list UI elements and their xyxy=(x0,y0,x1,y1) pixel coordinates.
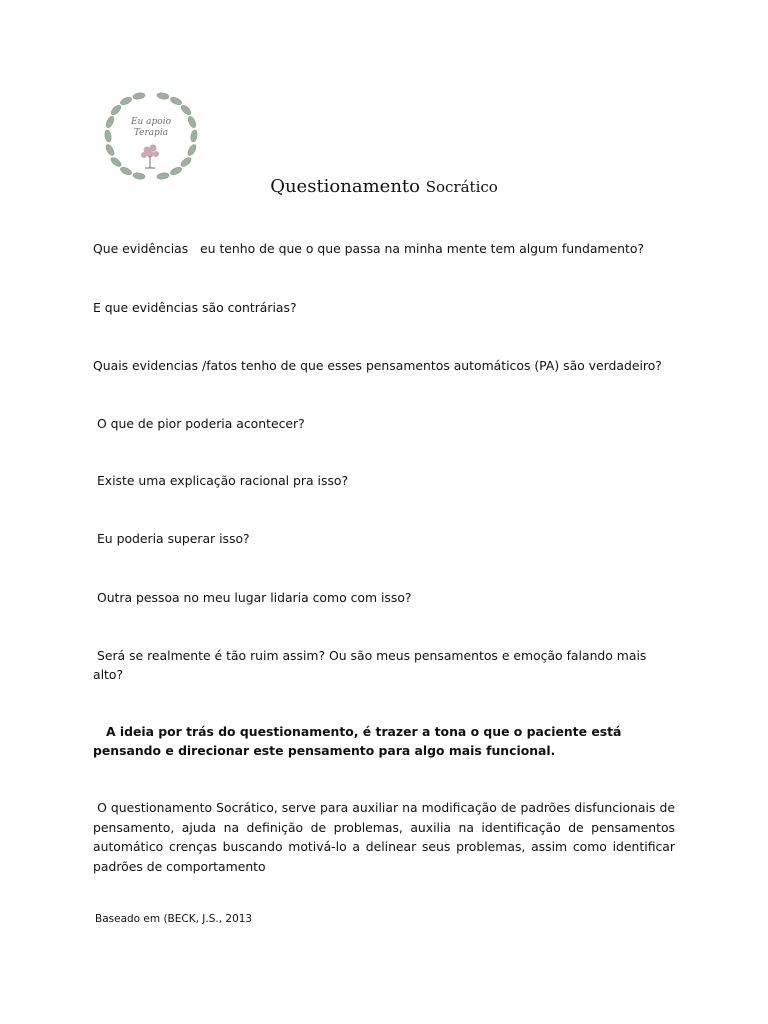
page-title xyxy=(0,176,768,197)
question-3: Quais evidencias /fatos tenho de que esses pensamentos automáticos (PA) são verdadeiro? xyxy=(93,358,662,373)
question-8: Será se realmente é tão ruim assim? Ou são meus pensamentos e emoção falando mais alto? xyxy=(93,648,651,682)
bold-note: A ideia por trás do questionamento, é trazer a tona o que o paciente está pensando e direcionar este pensamento para algo mais funcional. xyxy=(93,724,626,758)
logo-line1: Eu apoio xyxy=(130,117,172,127)
title-small: Socrático xyxy=(425,178,498,196)
wreath-icon xyxy=(96,88,206,184)
title-main: Questionamento xyxy=(270,176,420,197)
logo-line2: Terapia xyxy=(133,128,169,138)
question-1: Que evidências eu tenho de que o que passa na minha mente tem algum fundamento? xyxy=(93,241,644,256)
reference: Baseado em (BECK, J.S., 2013 xyxy=(95,913,253,925)
description-paragraph: O questionamento Socrático, serve para auxiliar na modificação de padrões disfuncionais de pensamento, ajuda na definição de problemas, auxilia na identificação de pensamentos automático crenças buscando motivá-lo a delinear seus problemas, assim como identificar padrões de comportamento xyxy=(93,800,679,874)
question-5: Existe uma explicação racional pra isso? xyxy=(93,473,349,488)
question-2: E que evidências são contrárias? xyxy=(93,300,297,315)
question-6: Eu poderia superar isso? xyxy=(93,531,250,546)
question-4: O que de pior poderia acontecer? xyxy=(93,416,305,431)
logo-wreath xyxy=(96,88,206,184)
question-7: Outra pessoa no meu lugar lidaria como com isso? xyxy=(93,590,412,605)
